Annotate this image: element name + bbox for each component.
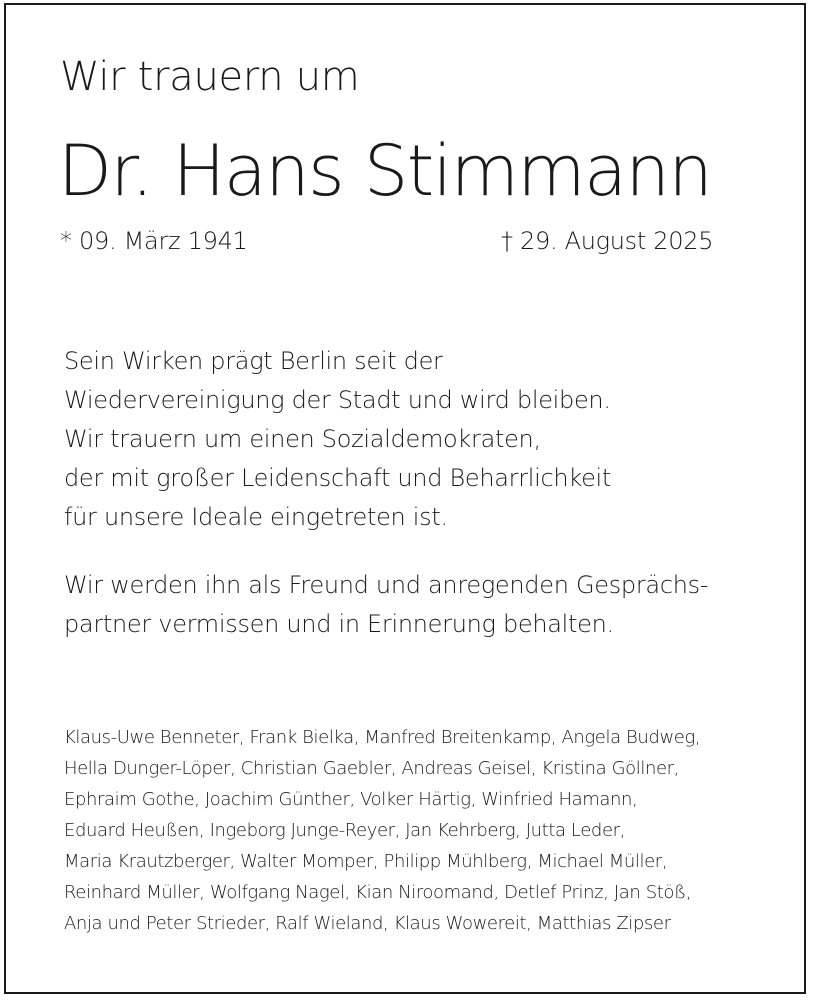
tribute-paragraph (64, 342, 611, 537)
tribute-line: für unsere Ideale eingetreten ist. (64, 503, 448, 531)
tribute-line: Wir trauern um einen Sozialdemokraten, (64, 425, 541, 453)
signers-list (64, 722, 700, 939)
birth-date: * 09. März 1941 (60, 227, 248, 255)
signers-line: Reinhard Müller, Wolfgang Nagel, Kian Niroomand, Detlef Prinz, Jan Stöß, (64, 882, 692, 903)
signers-line: Eduard Heußen, Ingeborg Junge-Reyer, Jan Kehrberg, Jutta Leder, (64, 820, 625, 841)
remembrance-line: partner vermissen und in Erinnerung behalten. (64, 610, 614, 638)
signers-line: Klaus-Uwe Benneter, Frank Bielka, Manfred Breitenkamp, Angela Budweg, (64, 727, 701, 748)
signers-line: Maria Krautzberger, Walter Momper, Philipp Mühlberg, Michael Müller, (64, 851, 668, 872)
remembrance-paragraph (64, 566, 708, 644)
signers-line: Ephraim Gothe, Joachim Günther, Volker Härtig, Winfried Hamann, (64, 789, 638, 810)
remembrance-line: Wir werden ihn als Freund und anregenden Gesprächs- (64, 571, 709, 599)
tribute-line: Wiedervereinigung der Stadt und wird bleiben. (64, 386, 611, 414)
tribute-line: Sein Wirken prägt Berlin seit der (64, 347, 443, 375)
deceased-name: Dr. Hans Stimmann (58, 130, 712, 212)
tribute-line: der mit großer Leidenschaft und Beharrlichkeit (64, 464, 612, 492)
signers-line: Hella Dunger-Löper, Christian Gaebler, Andreas Geisel, Kristina Göllner, (64, 758, 679, 779)
death-date: † 29. August 2025 (501, 227, 714, 255)
obituary-notice (4, 3, 806, 994)
headline: Wir trauern um (60, 54, 360, 100)
signers-line: Anja und Peter Strieder, Ralf Wieland, Klaus Wowereit, Matthias Zipser (64, 913, 671, 934)
